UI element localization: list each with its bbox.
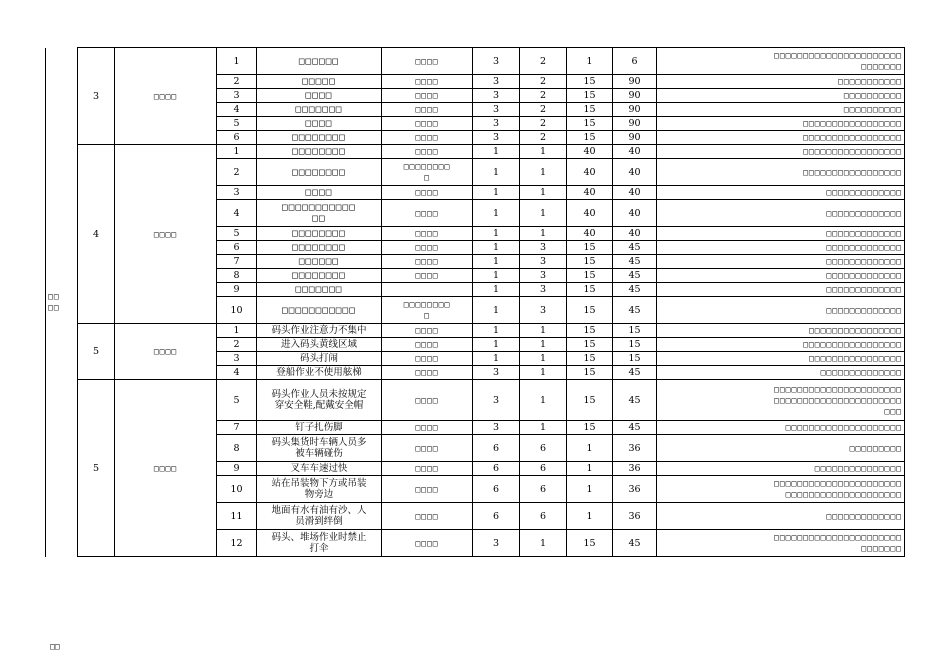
- group-number: 5: [78, 324, 115, 380]
- consequence-cell: 1: [567, 462, 613, 476]
- hazard-cell: □□□□□: [257, 75, 382, 89]
- control-measure-cell: □□□□□□□□□□□□□□□□□□□□: [657, 421, 905, 435]
- hazard-cell: 地面有水有油有沙、人 员滑到绊倒: [257, 503, 382, 530]
- exposure-cell: 1: [520, 380, 567, 421]
- item-index: 5: [217, 227, 257, 241]
- hazard-cell: □□□□: [257, 89, 382, 103]
- risk-score-cell: 45: [613, 269, 657, 283]
- likelihood-cell: 3: [473, 75, 520, 89]
- hazard-type-cell: □□□□: [382, 338, 473, 352]
- consequence-cell: 15: [567, 241, 613, 255]
- control-measure-cell: □□□□□□□□□□□□□: [657, 200, 905, 227]
- risk-score-cell: 40: [613, 227, 657, 241]
- item-index: 10: [217, 476, 257, 503]
- consequence-cell: 15: [567, 117, 613, 131]
- item-index: 1: [217, 145, 257, 159]
- consequence-cell: 15: [567, 103, 613, 117]
- hazard-cell: 叉车车速过快: [257, 462, 382, 476]
- exposure-cell: 3: [520, 255, 567, 269]
- control-measure-cell: □□□□□□□□□□□□□□□□□: [657, 159, 905, 186]
- control-measure-cell: □□□□□□□□□□□□□□□□□□□□□□ □□□□□□□: [657, 48, 905, 75]
- risk-score-cell: 45: [613, 241, 657, 255]
- likelihood-cell: 1: [473, 159, 520, 186]
- likelihood-cell: 3: [473, 530, 520, 557]
- hazard-type-cell: □□□□: [382, 324, 473, 338]
- control-measure-cell: □□□□□□□□□□□□□□□□: [657, 324, 905, 338]
- risk-score-cell: 90: [613, 75, 657, 89]
- likelihood-cell: 1: [473, 283, 520, 297]
- consequence-cell: 15: [567, 421, 613, 435]
- group-name: □□□□: [115, 48, 217, 145]
- consequence-cell: 15: [567, 283, 613, 297]
- consequence-cell: 15: [567, 89, 613, 103]
- likelihood-cell: 3: [473, 366, 520, 380]
- consequence-cell: 15: [567, 338, 613, 352]
- consequence-cell: 1: [567, 48, 613, 75]
- likelihood-cell: 3: [473, 103, 520, 117]
- hazard-cell: 码头打闹: [257, 352, 382, 366]
- consequence-cell: 40: [567, 145, 613, 159]
- hazard-type-cell: □□□□: [382, 352, 473, 366]
- hazard-type-cell: □□□□: [382, 435, 473, 462]
- exposure-cell: 1: [520, 352, 567, 366]
- hazard-cell: 钉子扎伤脚: [257, 421, 382, 435]
- likelihood-cell: 1: [473, 200, 520, 227]
- hazard-cell: □□□□□□□□: [257, 241, 382, 255]
- item-index: 3: [217, 186, 257, 200]
- exposure-cell: 1: [520, 366, 567, 380]
- group-number: 4: [78, 145, 115, 324]
- consequence-cell: 1: [567, 476, 613, 503]
- item-index: 6: [217, 241, 257, 255]
- control-measure-cell: □□□□□□□□□□: [657, 89, 905, 103]
- item-index: 2: [217, 338, 257, 352]
- hazard-cell: 进入码头黄线区域: [257, 338, 382, 352]
- group-number: 3: [78, 48, 115, 145]
- group-name: □□□□: [115, 380, 217, 557]
- likelihood-cell: 6: [473, 476, 520, 503]
- item-index: 10: [217, 297, 257, 324]
- hazard-type-cell: □□□□: [382, 269, 473, 283]
- hazard-cell: 登船作业不使用舷梯: [257, 366, 382, 380]
- consequence-cell: 15: [567, 297, 613, 324]
- exposure-cell: 3: [520, 269, 567, 283]
- item-index: 5: [217, 380, 257, 421]
- consequence-cell: 40: [567, 186, 613, 200]
- hazard-type-cell: □□□□□□□□ □: [382, 159, 473, 186]
- likelihood-cell: 3: [473, 131, 520, 145]
- group-number: 5: [78, 380, 115, 557]
- hazard-cell: □□□□□□□: [257, 103, 382, 117]
- risk-score-cell: 45: [613, 283, 657, 297]
- control-measure-cell: □□□□□□□□□□: [657, 103, 905, 117]
- hazard-cell: □□□□□□□□: [257, 159, 382, 186]
- exposure-cell: 3: [520, 297, 567, 324]
- consequence-cell: 15: [567, 269, 613, 283]
- risk-score-cell: 15: [613, 338, 657, 352]
- hazard-type-cell: □□□□□□□□ □: [382, 297, 473, 324]
- likelihood-cell: 1: [473, 255, 520, 269]
- hazard-type-cell: □□□□: [382, 462, 473, 476]
- hazard-cell: □□□□□□□□: [257, 269, 382, 283]
- exposure-cell: 2: [520, 103, 567, 117]
- hazard-type-cell: □□□□: [382, 103, 473, 117]
- hazard-cell: □□□□: [257, 186, 382, 200]
- consequence-cell: 40: [567, 159, 613, 186]
- control-measure-cell: □□□□□□□□□□□□□: [657, 186, 905, 200]
- item-index: 4: [217, 200, 257, 227]
- exposure-cell: 1: [520, 186, 567, 200]
- consequence-cell: 15: [567, 352, 613, 366]
- risk-score-cell: 90: [613, 103, 657, 117]
- risk-score-cell: 40: [613, 186, 657, 200]
- consequence-cell: 1: [567, 435, 613, 462]
- consequence-cell: 1: [567, 503, 613, 530]
- exposure-cell: 1: [520, 159, 567, 186]
- item-index: 3: [217, 89, 257, 103]
- likelihood-cell: 1: [473, 352, 520, 366]
- item-index: 1: [217, 48, 257, 75]
- exposure-cell: 6: [520, 462, 567, 476]
- hazard-cell: □□□□□□□□: [257, 145, 382, 159]
- item-index: 8: [217, 269, 257, 283]
- risk-assessment-table: [45, 47, 905, 557]
- exposure-cell: 6: [520, 435, 567, 462]
- table-row: [46, 380, 905, 421]
- risk-score-cell: 45: [613, 297, 657, 324]
- hazard-type-cell: □□□□: [382, 75, 473, 89]
- risk-score-cell: 36: [613, 476, 657, 503]
- item-index: 2: [217, 159, 257, 186]
- hazard-cell: 站在吊装物下方或吊装 物旁边: [257, 476, 382, 503]
- control-measure-cell: □□□□□□□□□□□□□□□: [657, 462, 905, 476]
- hazard-cell: □□□□□□□□: [257, 227, 382, 241]
- item-index: 11: [217, 503, 257, 530]
- risk-score-cell: 36: [613, 435, 657, 462]
- risk-score-cell: 45: [613, 530, 657, 557]
- exposure-cell: 1: [520, 145, 567, 159]
- hazard-cell: □□□□□□□: [257, 283, 382, 297]
- exposure-cell: 1: [520, 530, 567, 557]
- control-measure-cell: □□□□□□□□□□□□□□□□: [657, 352, 905, 366]
- hazard-cell: 码头作业注意力不集中: [257, 324, 382, 338]
- likelihood-cell: 1: [473, 145, 520, 159]
- risk-score-cell: 90: [613, 117, 657, 131]
- risk-score-cell: 45: [613, 366, 657, 380]
- hazard-cell: 码头作业人员未按规定 穿安全鞋,配戴安全帽: [257, 380, 382, 421]
- likelihood-cell: 6: [473, 503, 520, 530]
- risk-score-cell: 40: [613, 200, 657, 227]
- control-measure-cell: □□□□□□□□□□□□□: [657, 297, 905, 324]
- likelihood-cell: 3: [473, 380, 520, 421]
- control-measure-cell: □□□□□□□□□□□□□□: [657, 366, 905, 380]
- footer-mark: □□: [50, 642, 60, 651]
- risk-score-cell: 40: [613, 159, 657, 186]
- risk-score-cell: 36: [613, 462, 657, 476]
- item-index: 2: [217, 75, 257, 89]
- risk-score-cell: 90: [613, 89, 657, 103]
- hazard-type-cell: □□□□: [382, 366, 473, 380]
- hazard-type-cell: □□□□: [382, 227, 473, 241]
- item-index: 4: [217, 366, 257, 380]
- table-row: [46, 48, 905, 75]
- likelihood-cell: 1: [473, 324, 520, 338]
- hazard-type-cell: □□□□: [382, 89, 473, 103]
- exposure-cell: 1: [520, 200, 567, 227]
- hazard-type-cell: □□□□: [382, 476, 473, 503]
- hazard-type-cell: □□□□: [382, 530, 473, 557]
- consequence-cell: 15: [567, 380, 613, 421]
- consequence-cell: 15: [567, 131, 613, 145]
- hazard-type-cell: □□□□: [382, 131, 473, 145]
- item-index: 9: [217, 462, 257, 476]
- item-index: 9: [217, 283, 257, 297]
- hazard-type-cell: □□□□: [382, 421, 473, 435]
- likelihood-cell: 1: [473, 338, 520, 352]
- control-measure-cell: □□□□□□□□□□□□□: [657, 255, 905, 269]
- hazard-type-cell: □□□□: [382, 48, 473, 75]
- exposure-cell: 1: [520, 421, 567, 435]
- likelihood-cell: 1: [473, 297, 520, 324]
- exposure-cell: 2: [520, 89, 567, 103]
- hazard-cell: □□□□□□□□□□□: [257, 297, 382, 324]
- hazard-cell: 码头、堆场作业时禁止 打伞: [257, 530, 382, 557]
- group-name: □□□□: [115, 145, 217, 324]
- exposure-cell: 2: [520, 131, 567, 145]
- control-measure-cell: □□□□□□□□□□□□□□□□□: [657, 338, 905, 352]
- likelihood-cell: 3: [473, 89, 520, 103]
- control-measure-cell: □□□□□□□□□□□□□: [657, 283, 905, 297]
- exposure-cell: 2: [520, 117, 567, 131]
- control-measure-cell: □□□□□□□□□□□□□: [657, 227, 905, 241]
- hazard-type-cell: □□□□: [382, 380, 473, 421]
- group-name: □□□□: [115, 324, 217, 380]
- risk-score-cell: 45: [613, 255, 657, 269]
- risk-score-cell: 45: [613, 380, 657, 421]
- likelihood-cell: 1: [473, 186, 520, 200]
- consequence-cell: 40: [567, 200, 613, 227]
- item-index: 5: [217, 117, 257, 131]
- side-label: □□ □□: [46, 48, 78, 557]
- control-measure-cell: □□□□□□□□□□□□□: [657, 503, 905, 530]
- likelihood-cell: 3: [473, 421, 520, 435]
- item-index: 7: [217, 255, 257, 269]
- exposure-cell: 2: [520, 48, 567, 75]
- exposure-cell: 3: [520, 283, 567, 297]
- control-measure-cell: □□□□□□□□□□□□□: [657, 269, 905, 283]
- likelihood-cell: 6: [473, 435, 520, 462]
- item-index: 4: [217, 103, 257, 117]
- table-body: [46, 48, 905, 557]
- risk-score-cell: 15: [613, 352, 657, 366]
- hazard-cell: □□□□□□□□: [257, 131, 382, 145]
- likelihood-cell: 1: [473, 269, 520, 283]
- control-measure-cell: □□□□□□□□□: [657, 435, 905, 462]
- hazard-type-cell: □□□□: [382, 503, 473, 530]
- hazard-type-cell: □□□□: [382, 145, 473, 159]
- hazard-cell: □□□□□□□□□□□ □□: [257, 200, 382, 227]
- likelihood-cell: 1: [473, 227, 520, 241]
- hazard-cell: □□□□□□: [257, 255, 382, 269]
- exposure-cell: 6: [520, 476, 567, 503]
- control-measure-cell: □□□□□□□□□□□□□□□□□: [657, 131, 905, 145]
- hazard-type-cell: □□□□: [382, 241, 473, 255]
- control-measure-cell: □□□□□□□□□□□□□□□□□□□□□□ □□□□□□□: [657, 530, 905, 557]
- consequence-cell: 15: [567, 75, 613, 89]
- control-measure-cell: □□□□□□□□□□□□□□□□□□□□□□ □□□□□□□□□□□□□□□□□□□□: [657, 476, 905, 503]
- exposure-cell: 1: [520, 227, 567, 241]
- risk-score-cell: 15: [613, 324, 657, 338]
- control-measure-cell: □□□□□□□□□□□□□□□□□: [657, 117, 905, 131]
- consequence-cell: 15: [567, 530, 613, 557]
- risk-score-cell: 6: [613, 48, 657, 75]
- hazard-cell: □□□□□□: [257, 48, 382, 75]
- likelihood-cell: 3: [473, 48, 520, 75]
- control-measure-cell: □□□□□□□□□□□: [657, 75, 905, 89]
- consequence-cell: 40: [567, 227, 613, 241]
- likelihood-cell: 3: [473, 117, 520, 131]
- hazard-type-cell: [382, 283, 473, 297]
- exposure-cell: 6: [520, 503, 567, 530]
- hazard-cell: □□□□: [257, 117, 382, 131]
- risk-score-cell: 45: [613, 421, 657, 435]
- item-index: 7: [217, 421, 257, 435]
- exposure-cell: 2: [520, 75, 567, 89]
- exposure-cell: 1: [520, 324, 567, 338]
- hazard-type-cell: □□□□: [382, 117, 473, 131]
- item-index: 3: [217, 352, 257, 366]
- exposure-cell: 1: [520, 338, 567, 352]
- control-measure-cell: □□□□□□□□□□□□□: [657, 241, 905, 255]
- hazard-type-cell: □□□□: [382, 186, 473, 200]
- likelihood-cell: 1: [473, 241, 520, 255]
- exposure-cell: 3: [520, 241, 567, 255]
- consequence-cell: 15: [567, 324, 613, 338]
- item-index: 12: [217, 530, 257, 557]
- risk-score-cell: 40: [613, 145, 657, 159]
- item-index: 1: [217, 324, 257, 338]
- table-row: [46, 145, 905, 159]
- table-row: [46, 324, 905, 338]
- control-measure-cell: □□□□□□□□□□□□□□□□□□□□□□ □□□□□□□□□□□□□□□□□□□□□□ □□□: [657, 380, 905, 421]
- hazard-cell: 码头集货时车辆人员多 被车辆碰伤: [257, 435, 382, 462]
- item-index: 6: [217, 131, 257, 145]
- consequence-cell: 15: [567, 366, 613, 380]
- control-measure-cell: □□□□□□□□□□□□□□□□□: [657, 145, 905, 159]
- risk-score-cell: 36: [613, 503, 657, 530]
- consequence-cell: 15: [567, 255, 613, 269]
- hazard-type-cell: □□□□: [382, 200, 473, 227]
- item-index: 8: [217, 435, 257, 462]
- risk-score-cell: 90: [613, 131, 657, 145]
- hazard-type-cell: □□□□: [382, 255, 473, 269]
- likelihood-cell: 6: [473, 462, 520, 476]
